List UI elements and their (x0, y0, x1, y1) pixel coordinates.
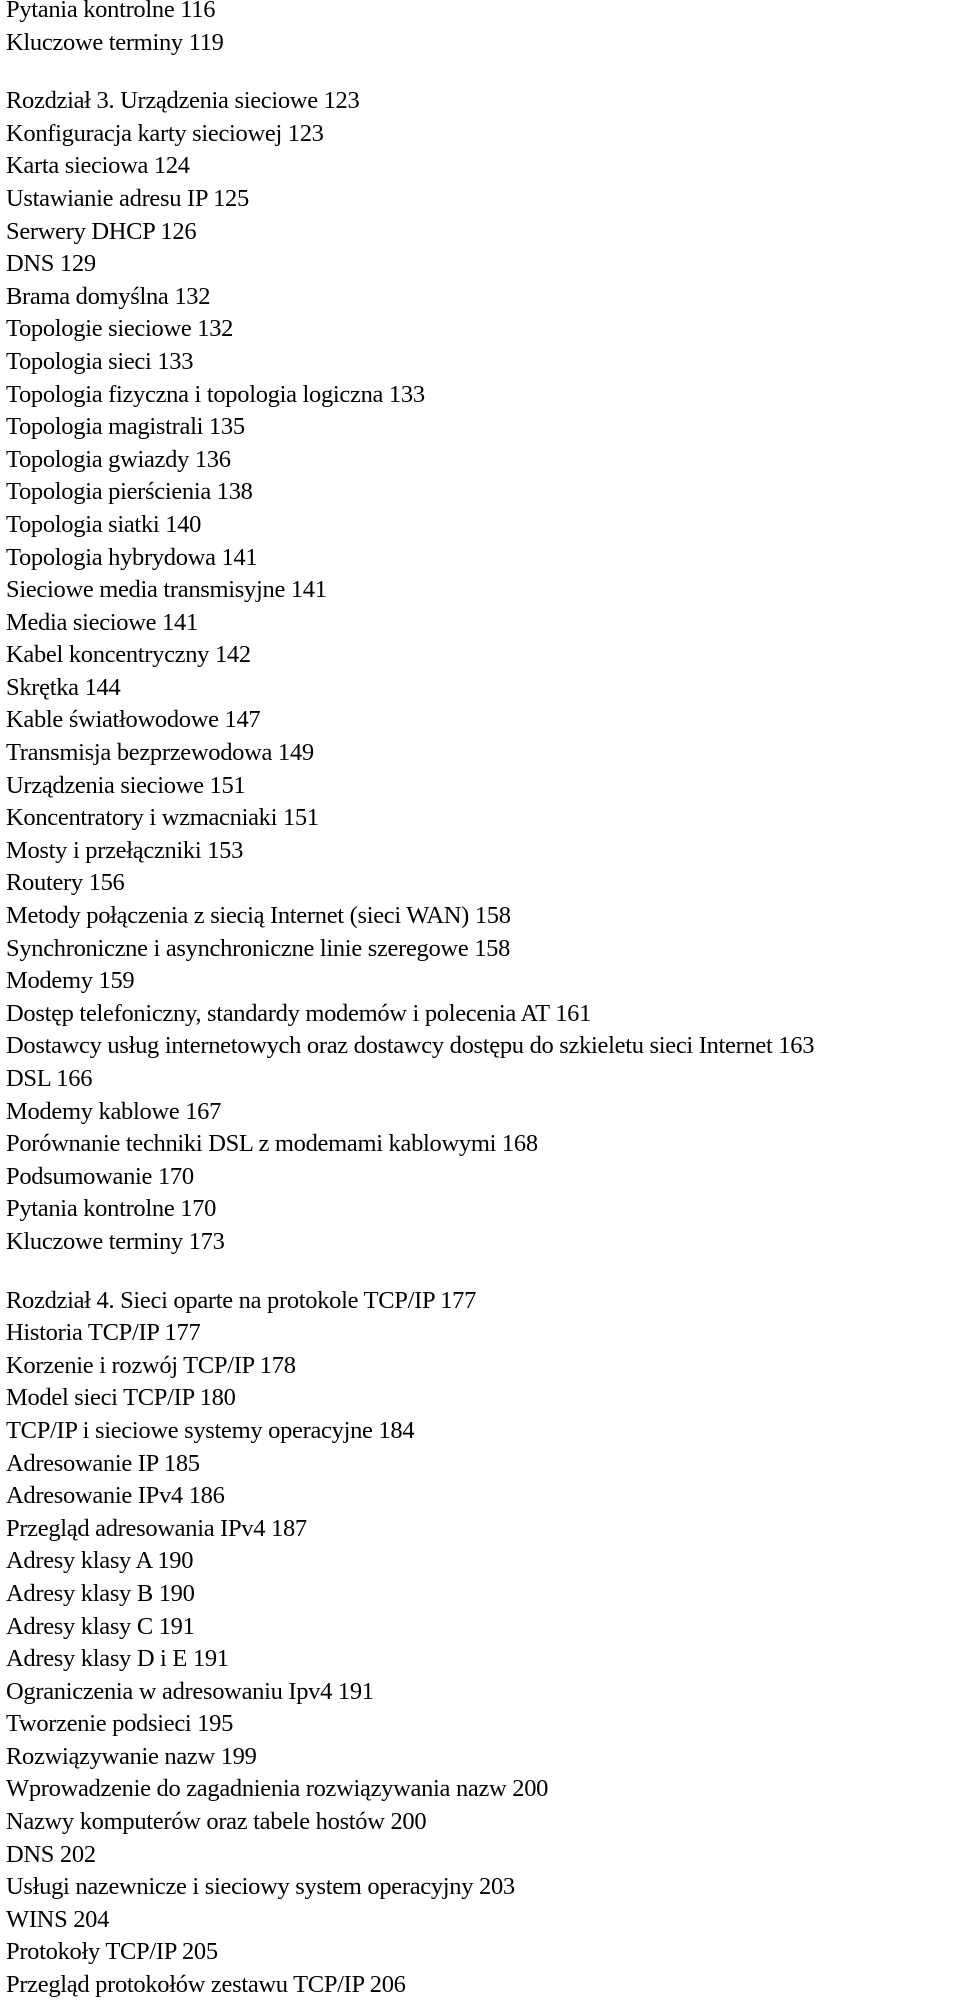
toc-entry: Model sieci TCP/IP 180 (6, 1384, 236, 1412)
toc-entry: Urządzenia sieciowe 151 (6, 771, 246, 799)
toc-entry: Synchroniczne i asynchroniczne linie szeregowe 158 (6, 934, 511, 962)
toc-entry: DNS 129 (6, 250, 96, 278)
toc-entry: Kabel koncentryczny 142 (6, 641, 251, 669)
toc-entry: Serwery DHCP 126 (6, 217, 197, 245)
toc-entry: Ustawianie adresu IP 125 (6, 184, 249, 212)
toc-entry: Modemy kablowe 167 (6, 1097, 222, 1125)
toc-entry: Adresy klasy A 190 (6, 1547, 194, 1575)
toc-entry: Topologia pierścienia 138 (6, 478, 253, 506)
toc-entry: WINS 204 (6, 1905, 110, 1933)
toc-entry: Pytania kontrolne 170 (6, 1195, 217, 1223)
toc-entry: Podsumowanie 170 (6, 1162, 194, 1190)
toc-entry: Topologia siatki 140 (6, 510, 202, 538)
toc-entry: Dostęp telefoniczny, standardy modemów i polecenia AT 161 (6, 999, 592, 1027)
table-of-contents (6, 0, 956, 2008)
toc-entry: Rozwiązywanie nazw 199 (6, 1742, 257, 1770)
toc-entry: Usługi nazewnicze i sieciowy system operacyjny 203 (6, 1873, 515, 1901)
toc-entry: Topologia fizyczna i topologia logiczna 133 (6, 380, 425, 408)
toc-entry: Dostawcy usług internetowych oraz dostawcy dostępu do szkieletu sieci Internet 163 (6, 1032, 815, 1060)
toc-entry: Topologia hybrydowa 141 (6, 543, 258, 571)
toc-entry: Adresy klasy D i E 191 (6, 1645, 229, 1673)
toc-entry: Przegląd protokołów zestawu TCP/IP 206 (6, 1971, 406, 1999)
toc-entry: Historia TCP/IP 177 (6, 1319, 201, 1347)
toc-entry: Topologie sieciowe 132 (6, 315, 234, 343)
toc-entry: Koncentratory i wzmacniaki 151 (6, 804, 319, 832)
toc-entry: Topologia sieci 133 (6, 347, 194, 375)
toc-entry: Adresowanie IPv4 186 (6, 1482, 225, 1510)
toc-entry: Ograniczenia w adresowaniu Ipv4 191 (6, 1677, 374, 1705)
toc-entry: Adresy klasy B 190 (6, 1579, 195, 1607)
toc-entry: Rozdział 4. Sieci oparte na protokole TCP/IP 177 (6, 1286, 477, 1314)
toc-entry: Topologia gwiazdy 136 (6, 445, 231, 473)
toc-entry: Karta sieciowa 124 (6, 152, 190, 180)
toc-entry: Adresowanie IP 185 (6, 1449, 200, 1477)
toc-entry: Przegląd adresowania IPv4 187 (6, 1514, 307, 1542)
toc-entry: Pytania kontrolne 116 (6, 0, 216, 23)
toc-entry: Kable światłowodowe 147 (6, 706, 261, 734)
toc-entry: Brama domyślna 132 (6, 282, 211, 310)
toc-entry: Nazwy komputerów oraz tabele hostów 200 (6, 1808, 427, 1836)
toc-entry: DSL 166 (6, 1065, 93, 1092)
toc-entry: Adresy klasy C 191 (6, 1612, 195, 1640)
toc-entry: Skrętka 144 (6, 673, 121, 701)
toc-entry: Korzenie i rozwój TCP/IP 178 (6, 1351, 296, 1379)
toc-entry: Modemy 159 (6, 967, 135, 995)
toc-entry: Transmisja bezprzewodowa 149 (6, 739, 314, 767)
toc-entry: Protokoły TCP/IP 205 (6, 1938, 218, 1966)
toc-entry: Routery 156 (6, 869, 125, 897)
toc-entry: Media sieciowe 141 (6, 608, 198, 636)
toc-entry: Rozdział 3. Urządzenia sieciowe 123 (6, 87, 360, 115)
toc-entry: DNS 202 (6, 1840, 96, 1868)
toc-entry: Metody połączenia z siecią Internet (sieci WAN) 158 (6, 902, 511, 930)
toc-entry: Mosty i przełączniki 153 (6, 836, 244, 864)
toc-entry: Konfiguracja karty sieciowej 123 (6, 119, 324, 147)
toc-entry: Sieciowe media transmisyjne 141 (6, 576, 327, 604)
toc-entry: Topologia magistrali 135 (6, 413, 245, 441)
toc-entry: Kluczowe terminy 119 (6, 28, 224, 56)
toc-entry: Kluczowe terminy 173 (6, 1227, 225, 1255)
toc-entry: Wprowadzenie do zagadnienia rozwiązywania nazw 200 (6, 1775, 549, 1803)
toc-entry: Tworzenie podsieci 195 (6, 1710, 234, 1738)
toc-entry: Porównanie techniki DSL z modemami kablowymi 168 (6, 1130, 538, 1158)
toc-entry: TCP/IP i sieciowe systemy operacyjne 184 (6, 1416, 415, 1444)
